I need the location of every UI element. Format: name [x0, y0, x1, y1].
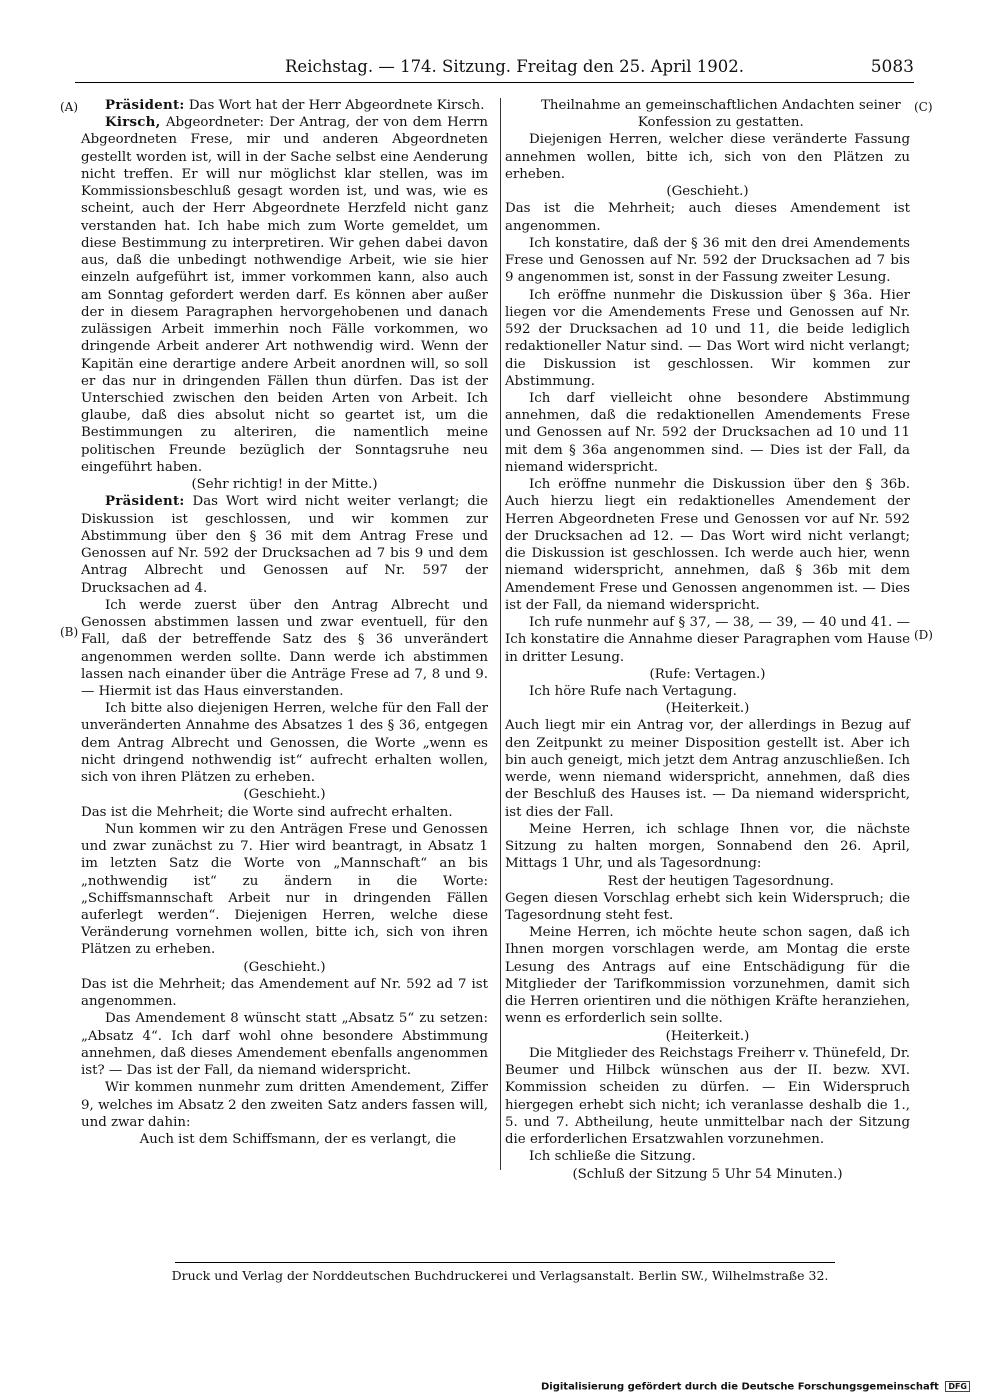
paragraph-text: Das Amendement 8 wünscht statt „Absatz 5“ zu setzen: „Absatz 4“. Ich darf wohl ohne besondere Abstimmung annehmen, daß dieses Amendement ebenfalls angenommen ist? — Das ist der Fall, da niemand widerspricht. [81, 1011, 488, 1079]
paragraph [505, 821, 910, 873]
footer-rule [175, 1262, 835, 1263]
paragraph [505, 1148, 910, 1165]
paragraph-text: Das Wort wird nicht weiter verlangt; die Diskussion ist geschlossen, und wir kommen zur Abstimmung über den § 36 mit dem Antrag Frese und Genossen auf Nr. 592 der Drucksachen ad 7 bis 9 und dem Antrag Albrecht und Genossen auf Nr. 597 der Drucksachen ad 4. [81, 494, 488, 596]
paragraph-text: Ich werde zuerst über den Antrag Albrecht und Genossen abstimmen lassen und zwar eventuell, für den Fall, daß der betreffende Satz des § 36 unverändert angenommen werden sollte. Dann werde ich abstimmen lassen nach einander über die Anträge Frese ad 7, 8 und 9. — Hiermit ist das Haus einverstanden. [81, 597, 488, 699]
stage-direction: (Sehr richtig! in der Mitte.) [191, 477, 378, 493]
digitization-credit [541, 1381, 970, 1393]
paragraph [505, 683, 910, 700]
right-column [505, 97, 910, 1183]
quoted-text: Theilnahme an gemeinschaftlichen Andachten seiner Konfession zu gestatten. [540, 98, 901, 131]
paragraph-text: Ich konstatire, daß der § 36 mit den drei Amendements Frese und Genossen auf Nr. 592 der Drucksachen ad 7 bis 9 angenommen ist, sonst in der Fassung zweiter Lesung. [505, 235, 910, 286]
paragraph: Gegen diesen Vorschlag erhebt sich kein Widerspruch; die Tagesordnung steht fest. [505, 890, 910, 924]
paragraph [505, 287, 910, 390]
paragraph [81, 700, 488, 786]
paragraph [81, 1079, 488, 1131]
paragraph [81, 97, 488, 114]
paragraph-text: Ich darf vielleicht ohne besondere Abstimmung annehmen, daß die redaktionellen Amendements Frese und Genossen auf Nr. 592 der Drucksachen ad 10 und 11 mit dem § 36a angenommen sind. — Dies ist der Fall, da niemand widerspricht. [505, 390, 910, 475]
speaker-name: Präsident: [105, 97, 185, 113]
paragraph-text: Nun kommen wir zu den Anträgen Frese und Genossen und zwar zunächst zu 7. Hier wird beantragt, in Absatz 1 im letzten Satz die Worte von „Mannschaft“ an bis „nothwendig ist“ zu ändern in die Worte: „Schiffsmannschaft Arbeit nur in dringenden Fällen auferlegt werden“. Diejenigen Herren, welche diese Veränderung vornehmen wollen, bitte ich, sich von ihren Plätzen zu erheben. [81, 821, 488, 958]
paragraph [505, 614, 910, 666]
stage-direction: (Geschieht.) [666, 184, 749, 200]
paragraph [505, 476, 910, 614]
paragraph-text: Das Wort hat der Herr Abgeordnete Kirsch. [188, 98, 485, 113]
header-rule [75, 82, 914, 83]
paragraph-text: Ich bitte also diejenigen Herren, welche für den Fall der unveränderten Annahme des Absatzes 1 des § 36, entgegen dem Antrag Albrecht und Genossen, die Worte „wenn es nicht dringend nothwendig ist“ aufrecht erhalten wollen, sich von ihren Plätzen zu erheben. [81, 701, 488, 786]
paragraph [505, 390, 910, 476]
stage-direction: (Heiterkeit.) [665, 701, 750, 717]
speaker-name: Kirsch, [105, 114, 161, 131]
column-divider [500, 98, 501, 1170]
paragraph-text: Ich rufe nunmehr auf § 37, — 38, — 39, — 40 und 41. — Ich konstatire die Annahme dieser Paragraphen vom Hause in dritter Lesung. [505, 615, 910, 665]
paragraph-text: Diejenigen Herren, welcher diese veränderte Fassung annehmen wollen, bitte ich, sich von den Plätzen zu erheben. [505, 132, 910, 182]
paragraph [81, 1010, 488, 1079]
stage-direction: (Heiterkeit.) [665, 1028, 750, 1044]
margin-mark-a: (A) [60, 100, 79, 114]
paragraph-text: Ich schließe die Sitzung. [529, 1149, 696, 1165]
paragraph [505, 924, 910, 1027]
margin-mark-c: (C) [914, 100, 933, 114]
paragraph-text: Die Mitglieder des Reichstags Freiherr v. Thünefeld, Dr. Beumer und Hilbck wünschen aus der II. bezw. XVI. Kommission scheiden zu dürfen. — Ein Widerspruch hiergegen erhebt sich nicht; ich veranlasse deshalb die 1., 5. und 7. Abtheilung, heute unmittelbar nach der Sitzung die erforderlichen Ersatzwahlen vorzunehmen. [505, 1045, 910, 1148]
margin-mark-b: (B) [60, 625, 79, 639]
paragraph: Auch liegt mir ein Antrag vor, der allerdings in Bezug auf den Zeitpunkt zu meiner Disposition gestellt ist. Aber ich bin auch geneigt, mich jetzt dem Antrag anzuschließen. Ich werde, wenn niemand widerspricht, annehmen, daß dies der Beschluß des Hauses ist. — Da niemand widerspricht, ist dies der Fall. [505, 718, 910, 820]
paragraph-text: Ich höre Rufe nach Vertagung. [529, 683, 737, 699]
imprint-footer: Druck und Verlag der Norddeutschen Buchdruckerei und Verlagsanstalt. Berlin SW., Wilhelmstraße 32. [171, 1268, 829, 1283]
running-head: Reichstag. — 174. Sitzung. Freitag den 25. April 1902. [285, 57, 744, 76]
paragraph-text: Meine Herren, ich schlage Ihnen vor, die nächste Sitzung zu halten morgen, Sonnabend den 26. April, Mittags 1 Uhr, und als Tagesordnung: [505, 821, 910, 872]
stage-direction: (Schluß der Sitzung 5 Uhr 54 Minuten.) [572, 1166, 843, 1182]
paragraph [81, 597, 488, 700]
paragraph [505, 1045, 910, 1148]
paragraph-text: Ich eröffne nunmehr die Diskussion über § 36a. Hier liegen vor die Amendements Frese und Genossen auf Nr. 592 der Drucksachen ad 10 und 11, die beide lediglich redaktioneller Natur sind. — Das Wort wird nicht verlangt; die Diskussion ist geschlossen. Wir kommen zur Abstimmung. [505, 287, 910, 389]
paragraph: Das ist die Mehrheit; auch dieses Amendement ist angenommen. [505, 201, 910, 234]
paragraph: Das ist die Mehrheit; die Worte sind aufrecht erhalten. [81, 804, 453, 820]
left-column [81, 97, 488, 1148]
page-number: 5083 [870, 57, 914, 77]
stage-direction: (Rufe: Vertagen.) [649, 666, 766, 682]
paragraph-text: Ich eröffne nunmehr die Diskussion über den § 36b. Auch hierzu liegt ein redaktionelles Amendement der Herren Abgeordneten Frese und Genossen vor auf Nr. 592 der Drucksachen ad 12. — Das Wort wird nicht verlangt; die Diskussion ist geschlossen. Ich werde auch hier, wenn niemand widerspricht, annehmen, daß § 36b mit dem Amendement Frese und Genossen angenommen ist. — Dies ist der Fall, da niemand widerspricht. [505, 477, 910, 613]
credit-text: Digitalisierung gefördert durch die Deutsche Forschungsgemeinschaft [540, 1381, 939, 1393]
paragraph [505, 235, 910, 287]
paragraph [81, 114, 488, 476]
paragraph [81, 493, 488, 596]
quoted-text: Rest der heutigen Tagesordnung. [607, 873, 834, 889]
stage-direction: (Geschieht.) [243, 959, 326, 975]
paragraph-text: Meine Herren, ich möchte heute schon sagen, daß ich Ihnen morgen vorschlagen werde, am Montag die erste Lesung des Antrags auf eine Entschädigung für die Mitglieder der Tarifkommission vorzunehmen, damit sich die Herren orientiren und die nöthigen Kräfte heranziehen, wenn es erforderlich sein sollte. [505, 925, 910, 1027]
stage-direction: (Geschieht.) [243, 787, 326, 803]
paragraph-text: Abgeordneter: Der Antrag, der von dem Herrn Abgeordneten Frese, mir und anderen Abgeordneten gestellt worden ist, will in der Sache selbst eine Aenderung nicht treffen. Er will nur möglichst klar stellen, was im Kommissionsbeschluß gesagt worden ist, und was, wie es scheint, auch der Herr Abgeordnete Herzfeld nicht ganz verstanden hat. Ich habe mich zum Worte gemeldet, um diese Bestimmung zu interpretiren. Wir gehen dabei davon aus, daß die unbedingt nothwendige Arbeit, wie sie hier einzeln aufgeführt ist, immer vorkommen kann, also auch am Sonntag gefordert werden darf. Es können aber außer der in diesem Paragraphen hervorgehobenen und danach zulässigen Arbeit immerhin noch Fälle vorkommen, wo dringende Arbeit anderer Art nothwendig wird. Wenn der Kapitän eine derartige andere Arbeit anordnen will, so soll er das nur in dringenden Fällen thun dürfen. Das ist der Unterschied zwischen den beiden Arten von Arbeit. Ich glaube, daß dies absolut nicht so geartet ist, um die Bestimmungen zu alteriren, die namentlich meine politischen Freunde bezüglich der Sonntagsruhe neu eingeführt haben. [81, 115, 488, 475]
speaker-name: Präsident: [105, 493, 185, 510]
dfg-logo: DFG [945, 1381, 970, 1392]
paragraph: Das ist die Mehrheit; das Amendement auf Nr. 592 ad 7 ist angenommen. [81, 976, 488, 1010]
page-header [75, 57, 914, 83]
paragraph-text: Wir kommen nunmehr zum dritten Amendement, Ziffer 9, welches im Absatz 2 den zweiten Satz anders fassen will, und zwar dahin: [81, 1080, 488, 1130]
margin-mark-d: (D) [914, 628, 933, 642]
paragraph [505, 131, 910, 183]
quoted-text: Auch ist dem Schiffsmann, der es verlangt, die [139, 1132, 457, 1148]
paragraph [81, 821, 488, 959]
